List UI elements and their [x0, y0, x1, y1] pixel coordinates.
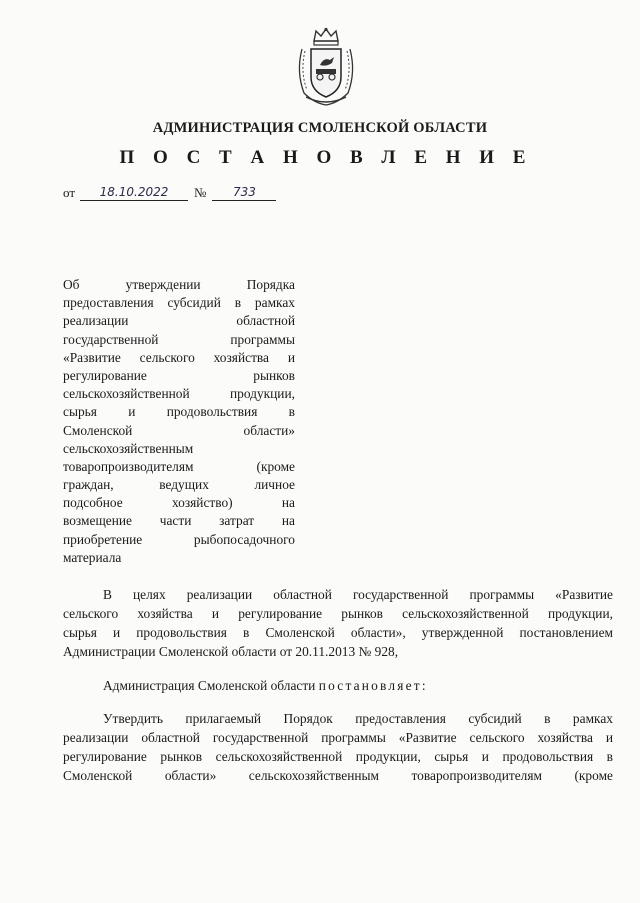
- subject-line: государственной программы: [63, 331, 295, 347]
- subject-line: возмещение части затрат на: [63, 513, 295, 529]
- paragraph-line: Утвердить прилагаемый Порядок предоставления субсидий в рамках: [103, 711, 613, 726]
- paragraph-line: сельского хозяйства и регулирование рынков сельскохозяйственной продукции,: [63, 606, 613, 621]
- date-prefix: от: [63, 185, 76, 200]
- paragraph-line: Смоленской области» сельскохозяйственным товаропроизводителям (кроме: [63, 768, 613, 783]
- resolution-subject: Администрация Смоленской области: [103, 678, 319, 693]
- resolution-paragraph: [63, 676, 613, 695]
- subject-line: Смоленской области»: [63, 422, 295, 438]
- subject-line: Об утверждении Порядка: [63, 277, 295, 292]
- paragraph-line: Администрации Смоленской области от 20.11.2013 № 928,: [63, 644, 399, 659]
- subject-line: сырья и продовольствия в: [63, 404, 295, 420]
- smolensk-coat-of-arms-icon: [292, 27, 360, 107]
- subject-line: товаропроизводителям (кроме: [63, 458, 295, 474]
- document-date: 18.10.2022: [80, 185, 188, 201]
- document-type-title: П О С Т А Н О В Л Е Н И Е: [119, 147, 533, 168]
- paragraph-line: [63, 676, 613, 695]
- paragraph-line: регулирование рынков сельскохозяйственной продукции, сырья и продовольствия в: [63, 749, 613, 764]
- registration-line: [63, 185, 276, 201]
- subject-line: предоставления субсидий в рамках: [63, 295, 295, 311]
- subject-line: реализации областной: [63, 313, 295, 329]
- subject-line: подсобное хозяйство) на: [63, 495, 295, 511]
- decision-paragraph: [63, 709, 613, 785]
- subject-line: «Развитие сельского хозяйства и: [63, 349, 295, 365]
- number-sign: №: [194, 185, 207, 200]
- paragraph-line: реализации областной государственной программы «Развитие сельского хозяйства и: [63, 730, 613, 745]
- organization-name: АДМИНИСТРАЦИЯ СМОЛЕНСКОЙ ОБЛАСТИ: [152, 120, 488, 136]
- document-subject: [63, 276, 295, 567]
- subject-line: регулирование рынков: [63, 367, 295, 383]
- resolution-verb: постановляет:: [318, 678, 428, 693]
- document-number: 733: [212, 185, 276, 201]
- subject-line: сельскохозяйственной продукции,: [63, 386, 295, 402]
- subject-line: приобретение рыбопосадочного: [63, 531, 295, 547]
- subject-line: граждан, ведущих личное: [63, 477, 295, 493]
- paragraph-line: сырья и продовольствия в Смоленской области», утвержденной постановлением: [63, 625, 613, 640]
- subject-line: материала: [63, 549, 122, 565]
- paragraph-line: В целях реализации областной государственной программы «Развитие: [103, 587, 613, 602]
- preamble-paragraph: [63, 585, 613, 661]
- subject-line: сельскохозяйственным: [63, 440, 194, 456]
